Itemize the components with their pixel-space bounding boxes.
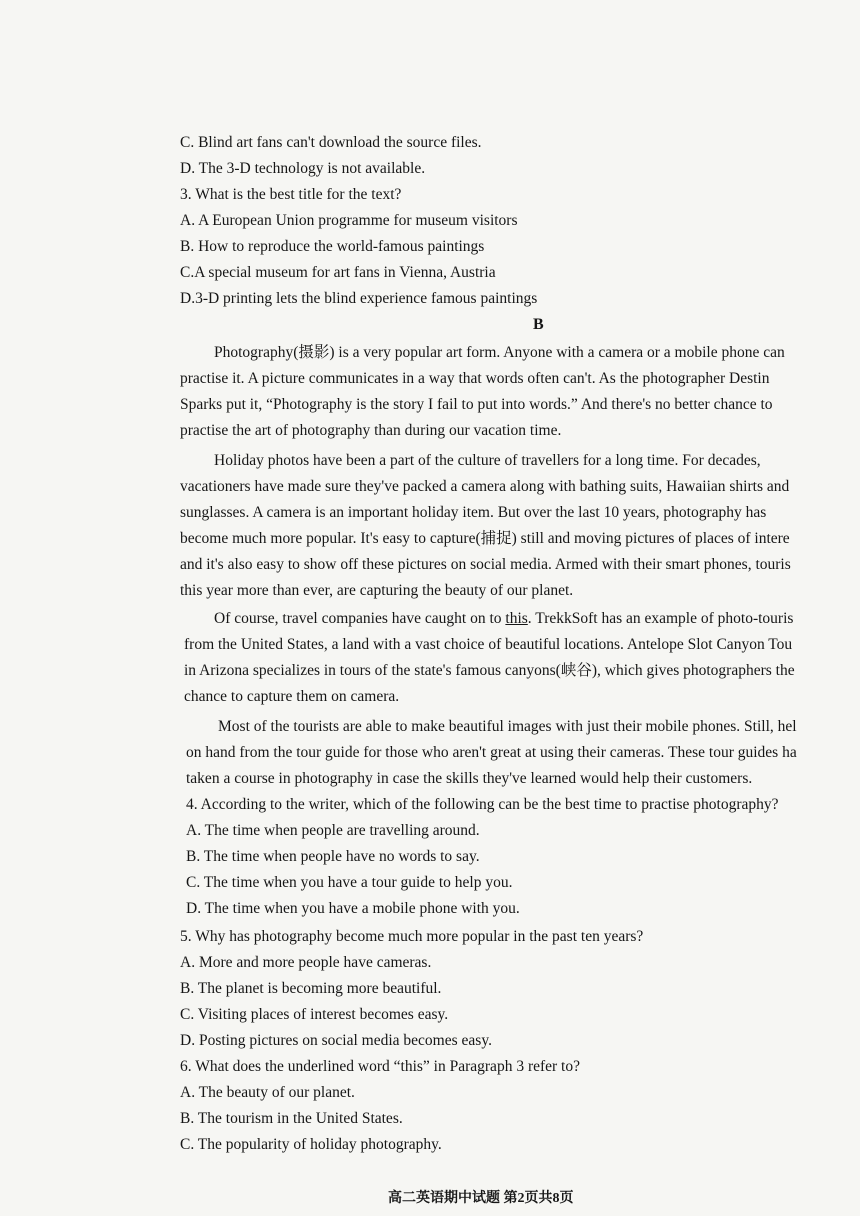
page-footer: 高二英语期中试题 第2页共8页 xyxy=(388,1191,574,1206)
question-4: 4. According to the writer, which of the following can be the best time to practise photography? xyxy=(186,796,779,813)
q3-option-a: A. A European Union programme for museum visitors xyxy=(180,212,518,229)
passage-line: and it's also easy to show off these pictures on social media. Armed with their smart phones, touris xyxy=(180,556,791,573)
passage-text: Of course, travel companies have caught on to xyxy=(214,610,506,627)
prev-option-d: D. The 3-D technology is not available. xyxy=(180,160,426,177)
passage-line: from the United States, a land with a vast choice of beautiful locations. Antelope Slot Canyon Tou xyxy=(184,636,793,653)
passage-line: become much more popular. It's easy to capture(捕捉) still and moving pictures of places of intere xyxy=(180,530,790,547)
passage-line: chance to capture them on camera. xyxy=(184,688,400,705)
passage-line: Sparks put it, “Photography is the story I fail to put into words.” And there's no better chance to xyxy=(180,396,773,413)
q4-option-a: A. The time when people are travelling around. xyxy=(186,822,480,839)
q6-option-b: B. The tourism in the United States. xyxy=(180,1110,403,1127)
q4-option-c: C. The time when you have a tour guide to help you. xyxy=(186,874,513,891)
q5-option-a: A. More and more people have cameras. xyxy=(180,954,432,971)
q4-option-d: D. The time when you have a mobile phone with you. xyxy=(186,900,520,917)
passage-line: in Arizona specializes in tours of the state's famous canyons(峡谷), which gives photographers the xyxy=(184,662,795,679)
question-5: 5. Why has photography become much more popular in the past ten years? xyxy=(180,928,644,945)
prev-option-c: C. Blind art fans can't download the source files. xyxy=(180,134,482,151)
question-6: 6. What does the underlined word “this” in Paragraph 3 refer to? xyxy=(180,1058,580,1075)
passage-line: practise the art of photography than during our vacation time. xyxy=(180,422,562,439)
q5-option-d: D. Posting pictures on social media becomes easy. xyxy=(180,1032,492,1049)
q3-option-d: D.3-D printing lets the blind experience famous paintings xyxy=(180,290,538,307)
q4-option-b: B. The time when people have no words to say. xyxy=(186,848,480,865)
passage-line: practise it. A picture communicates in a way that words often can't. As the photographer Destin xyxy=(180,370,770,387)
section-heading: B xyxy=(533,316,544,333)
passage-line: vacationers have made sure they've packed a camera along with bathing suits, Hawaiian shirts and xyxy=(180,478,790,495)
q6-option-a: A. The beauty of our planet. xyxy=(180,1084,355,1101)
passage-text: . TrekkSoft has an example of photo-touris xyxy=(527,610,794,627)
passage-line: Holiday photos have been a part of the culture of travellers for a long time. For decades, xyxy=(214,452,761,469)
q6-option-c: C. The popularity of holiday photography. xyxy=(180,1136,442,1153)
passage-line: taken a course in photography in case the skills they've learned would help their customers. xyxy=(186,770,753,787)
passage-line: on hand from the tour guide for those who aren't great at using their cameras. These tour guides ha xyxy=(186,744,797,761)
passage-line xyxy=(214,609,793,629)
underlined-word: this xyxy=(505,610,528,627)
q5-option-b: B. The planet is becoming more beautiful. xyxy=(180,980,442,997)
q5-option-c: C. Visiting places of interest becomes easy. xyxy=(180,1006,449,1023)
q3-option-b: B. How to reproduce the world-famous paintings xyxy=(180,238,485,255)
passage-line: this year more than ever, are capturing the beauty of our planet. xyxy=(180,582,574,599)
passage-line: Photography(摄影) is a very popular art form. Anyone with a camera or a mobile phone can xyxy=(214,344,785,361)
passage-line: Most of the tourists are able to make beautiful images with just their mobile phones. Still, hel xyxy=(218,718,797,735)
passage-line: sunglasses. A camera is an important holiday item. But over the last 10 years, photography has xyxy=(180,504,767,521)
q3-option-c: C.A special museum for art fans in Vienna, Austria xyxy=(180,264,496,281)
question-3: 3. What is the best title for the text? xyxy=(180,186,402,203)
